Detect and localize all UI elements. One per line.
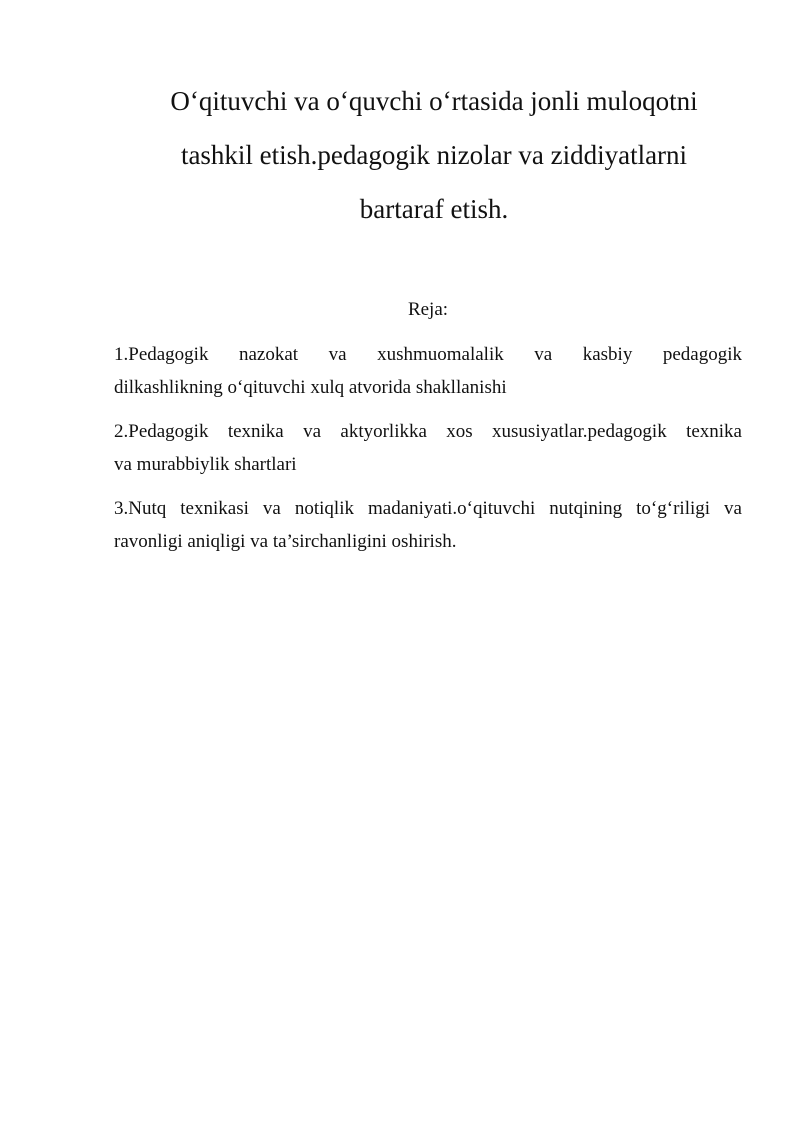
plan-item-line: dilkashlikning o‘qituvchi xulq atvorida shakllanishi bbox=[114, 377, 507, 398]
plan-item-line: va murabbiylik shartlari bbox=[114, 454, 297, 475]
plan-item-line: ravonligi aniqligi va ta’sirchanligini oshirish. bbox=[114, 531, 457, 552]
plan-list bbox=[114, 338, 742, 558]
plan-item bbox=[114, 492, 742, 558]
plan-item bbox=[114, 338, 742, 404]
title-line: tashkil etish.pedagogik nizolar va ziddiyatlarni bbox=[180, 140, 688, 170]
plan-item-line: 3.Nutq texnikasi va notiqlik madaniyati.o‘qituvchi nutqining to‘g‘riligi va bbox=[114, 498, 742, 519]
plan-heading: Reja: bbox=[407, 299, 449, 320]
title-line: O‘qituvchi va o‘quvchi o‘rtasida jonli muloqotni bbox=[170, 86, 698, 116]
title-line: bartaraf etish. bbox=[359, 194, 509, 224]
document-title bbox=[114, 74, 742, 236]
plan-item bbox=[114, 415, 742, 481]
plan-item-line: 1.Pedagogik nazokat va xushmuomalalik va kasbiy pedagogik bbox=[114, 344, 742, 365]
plan-item-line: 2.Pedagogik texnika va aktyorlikka xos xususiyatlar.pedagogik texnika bbox=[114, 421, 742, 442]
